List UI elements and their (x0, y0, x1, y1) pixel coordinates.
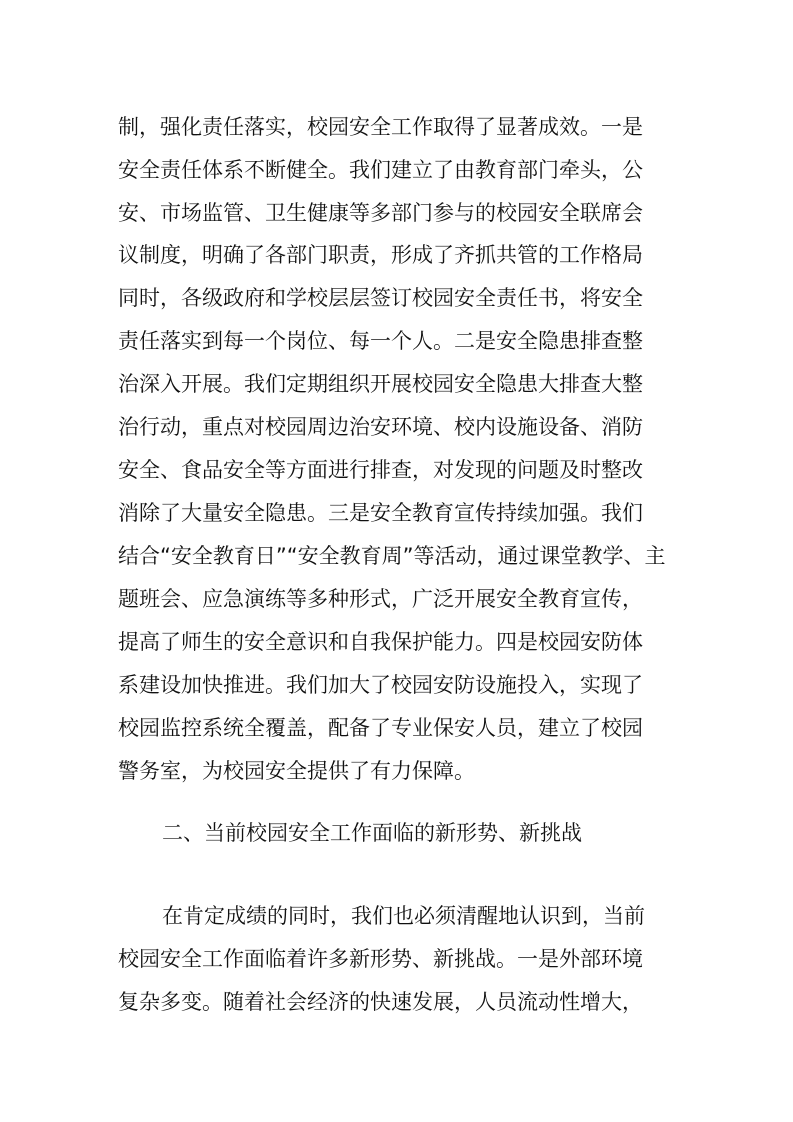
section-heading: 二、当前校园安全工作面临的新形势、新挑战 (162, 821, 582, 845)
paragraph-1-line-12: 题班会、应急演练等多种形式，广泛开展安全教育宣传， (118, 587, 643, 611)
paragraph-1-line-10: 消除了大量安全隐患。三是安全教育宣传持续加强。我们 (118, 501, 643, 525)
paragraph-1-line-11: 结合“安全教育日”“安全教育周”等活动，通过课堂教学、主 (118, 544, 666, 568)
paragraph-2-line-3: 复杂多变。随着社会经济的快速发展，人员流动性增大， (118, 990, 643, 1014)
paragraph-1-line-1: 制，强化责任落实，校园安全工作取得了显著成效。一是 (118, 115, 643, 139)
paragraph-1-line-16: 警务室，为校园安全提供了有力保障。 (118, 759, 475, 783)
paragraph-1-line-13: 提高了师生的安全意识和自我保护能力。四是校园安防体 (118, 630, 643, 654)
paragraph-1-line-5: 同时，各级政府和学校层层签订校园安全责任书，将安全 (118, 286, 643, 310)
paragraph-1-line-7: 治深入开展。我们定期组织开展校园安全隐患大排查大整 (118, 372, 643, 396)
paragraph-1-line-6: 责任落实到每一个岗位、每一个人。二是安全隐患排查整 (118, 329, 643, 353)
paragraph-1-line-4: 议制度，明确了各部门职责，形成了齐抓共管的工作格局 (118, 243, 643, 267)
paragraph-1-line-15: 校园监控系统全覆盖，配备了专业保安人员，建立了校园 (118, 716, 643, 740)
paragraph-1-line-2: 安全责任体系不断健全。我们建立了由教育部门牵头，公 (118, 158, 643, 182)
paragraph-2-line-1: 在肯定成绩的同时，我们也必须清醒地认识到，当前 (162, 904, 645, 928)
paragraph-1-line-8: 治行动，重点对校园周边治安环境、校内设施设备、消防 (118, 415, 643, 439)
paragraph-1-line-9: 安全、食品安全等方面进行排查，对发现的问题及时整改 (118, 458, 643, 482)
paragraph-2-line-2: 校园安全工作面临着许多新形势、新挑战。一是外部环境 (118, 947, 643, 971)
paragraph-1-line-3: 安、市场监管、卫生健康等多部门参与的校园安全联席会 (118, 201, 643, 225)
paragraph-1-line-14: 系建设加快推进。我们加大了校园安防设施投入，实现了 (118, 673, 643, 697)
